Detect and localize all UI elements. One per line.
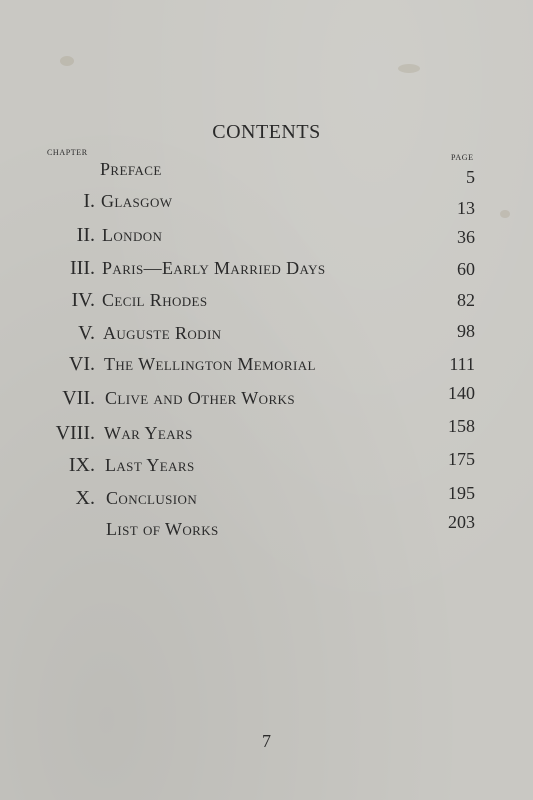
chapter-title: Auguste Rodin — [103, 323, 222, 343]
page-number: 60 — [457, 259, 475, 279]
chapter-title: List of Works — [106, 519, 219, 539]
chapter-title: Conclusion — [106, 488, 198, 508]
chapter-number: VII. — [62, 387, 95, 409]
page-number: 82 — [457, 290, 475, 310]
chapter-title: Preface — [100, 159, 162, 179]
chapter-number: VI. — [68, 353, 95, 375]
paper-stain — [60, 56, 74, 66]
page-column-header: PAGE — [451, 153, 474, 162]
chapter-number: I. — [83, 190, 95, 212]
chapter-title: Clive and Other Works — [105, 388, 295, 408]
toc-entry — [0, 288, 533, 312]
chapter-title: War Years — [104, 423, 193, 443]
page-number: 195 — [448, 483, 475, 503]
page-number: 98 — [457, 321, 475, 341]
page-number: 158 — [448, 416, 475, 436]
chapter-title: Glasgow — [101, 191, 173, 211]
toc-entry — [0, 321, 533, 345]
toc-entry — [0, 352, 533, 376]
page-number: 5 — [466, 167, 475, 187]
chapter-number: IV. — [71, 289, 95, 311]
toc-entry — [0, 483, 533, 510]
folio-page-number: 7 — [262, 731, 271, 751]
page-number: 36 — [457, 227, 475, 247]
paper-stain — [398, 64, 420, 73]
page-number: 175 — [448, 449, 475, 469]
chapter-title: Paris—Early Married Days — [102, 258, 326, 278]
chapter-title: Cecil Rhodes — [102, 290, 208, 310]
chapter-number: III. — [70, 257, 95, 279]
chapter-number: X. — [75, 487, 95, 509]
page-number: 111 — [449, 354, 475, 374]
toc-entry — [0, 223, 533, 247]
page-number: 140 — [448, 383, 475, 403]
chapter-title: The Wellington Memorial — [104, 354, 316, 374]
toc-entry — [0, 256, 533, 280]
toc-entry — [0, 383, 533, 410]
chapter-title: London — [102, 225, 163, 245]
toc-entry — [0, 189, 533, 218]
chapter-column-header: CHAPTER — [47, 148, 88, 157]
toc-entry — [0, 416, 533, 445]
chapter-number: VIII. — [55, 422, 95, 444]
page-number: 203 — [448, 512, 475, 532]
toc-entry — [0, 512, 533, 541]
chapter-number: V. — [78, 322, 95, 344]
contents-title: CONTENTS — [212, 121, 321, 143]
chapter-number: IX. — [68, 454, 95, 476]
chapter-title: Last Years — [105, 455, 195, 475]
page-number: 13 — [457, 198, 475, 218]
chapter-number: II. — [76, 224, 95, 246]
toc-entry — [0, 449, 533, 477]
toc-entry — [0, 157, 533, 187]
